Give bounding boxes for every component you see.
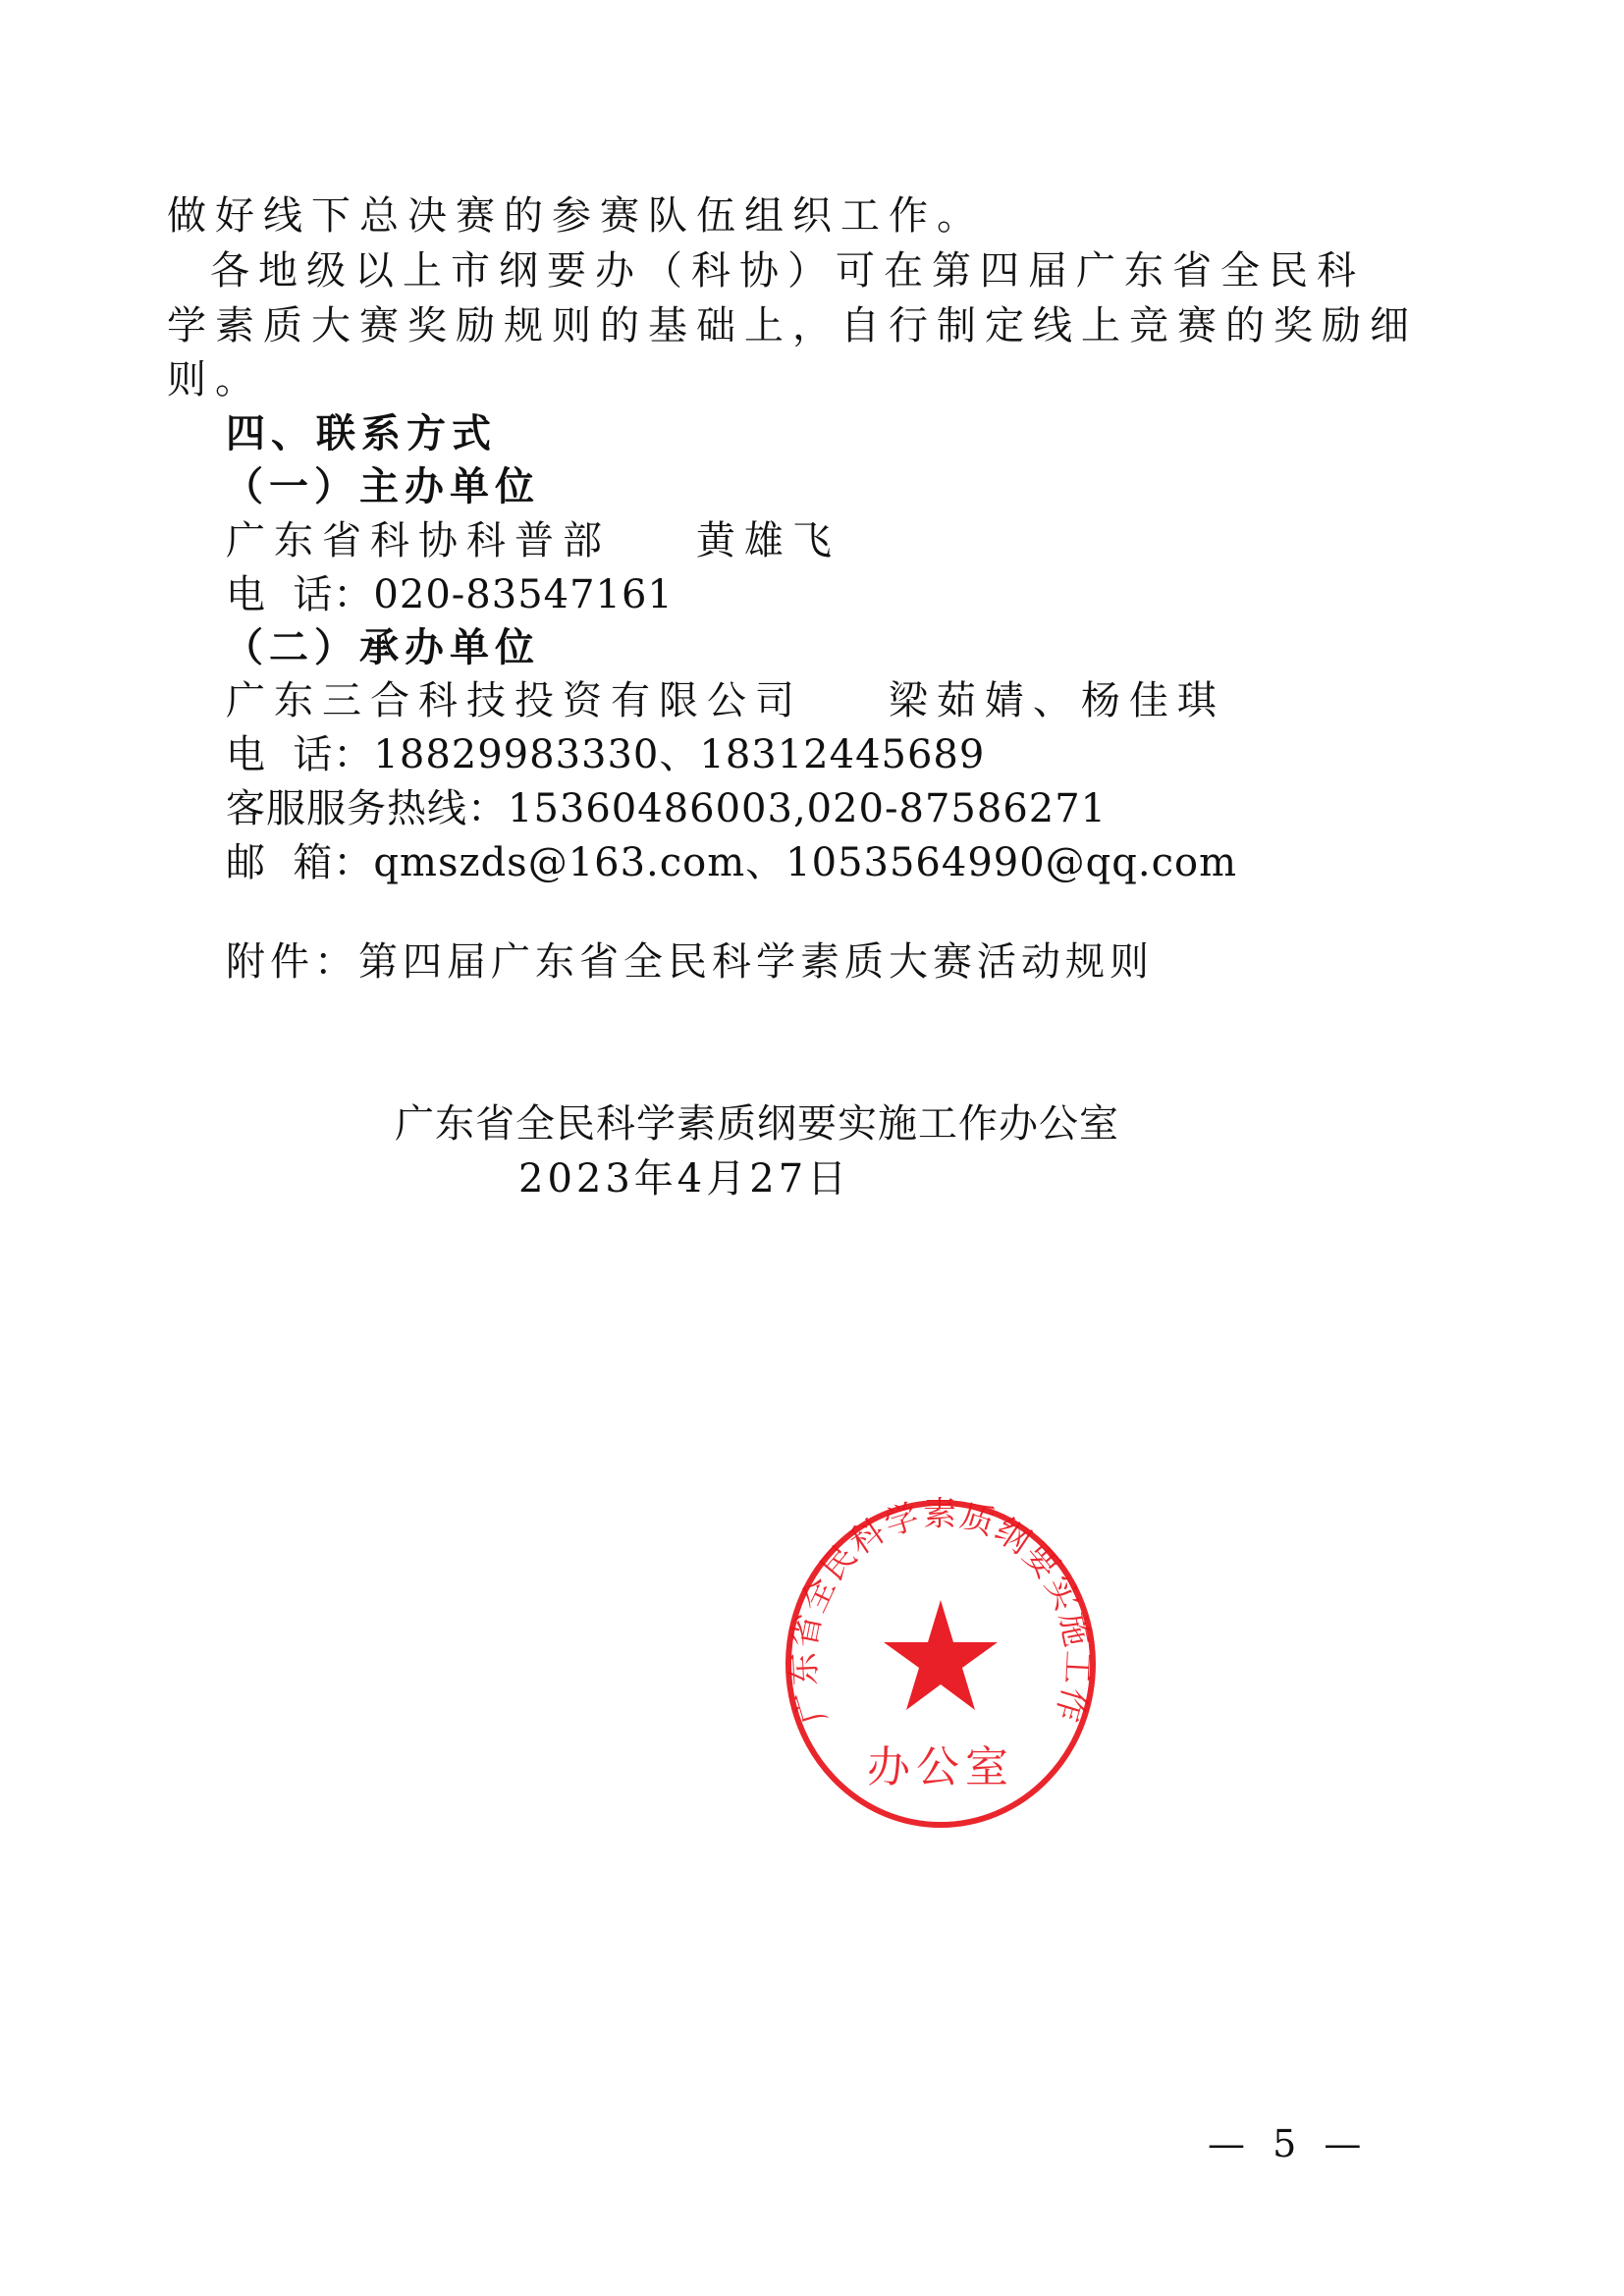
page-number: — 5 — — [1208, 2122, 1370, 2165]
signoff-org: 广东省全民科学素质纲要实施工作办公室 — [395, 1101, 1119, 1147]
seal-icon — [784, 1497, 1098, 1831]
subsection-heading-host: （一）主办单位 — [224, 463, 540, 509]
paragraph-line: 各地级以上市纲要办（科协）可在第四届广东省全民科 — [210, 248, 1365, 294]
svg-text:办公室: 办公室 — [867, 1742, 1014, 1792]
paragraph-line: 则。 — [167, 357, 263, 402]
organizer-hotline: 客服服务热线：15360486003,020-87586271 — [226, 786, 1108, 831]
organizer-org-contact: 广东三合科技投资有限公司 梁茹婧、杨佳琪 — [226, 678, 1225, 723]
organizer-email: 邮 箱：qmszds@163.com、1053564990@qq.com — [226, 840, 1238, 885]
signoff-date: 2023年4月27日 — [518, 1156, 851, 1201]
paragraph-line: 学素质大赛奖励规则的基础上，自行制定线上竞赛的奖励细 — [167, 303, 1418, 348]
svg-text:广东省全民科学素质纲要实施工作: 广东省全民科学素质纲要实施工作 — [784, 1497, 1098, 1729]
section-heading: 四、联系方式 — [226, 411, 497, 456]
attachment-note: 附件：第四届广东省全民科学素质大赛活动规则 — [226, 939, 1154, 985]
official-seal — [784, 1497, 1098, 1831]
host-phone: 电 话：020-83547161 — [226, 572, 674, 617]
host-org-contact: 广东省科协科普部 黄雄飞 — [226, 518, 840, 563]
paragraph-line: 做好线下总决赛的参赛队伍组织工作。 — [167, 193, 985, 239]
organizer-phone: 电 话：18829983330、18312445689 — [226, 732, 986, 777]
subsection-heading-organizer: （二）承办单位 — [224, 624, 540, 670]
